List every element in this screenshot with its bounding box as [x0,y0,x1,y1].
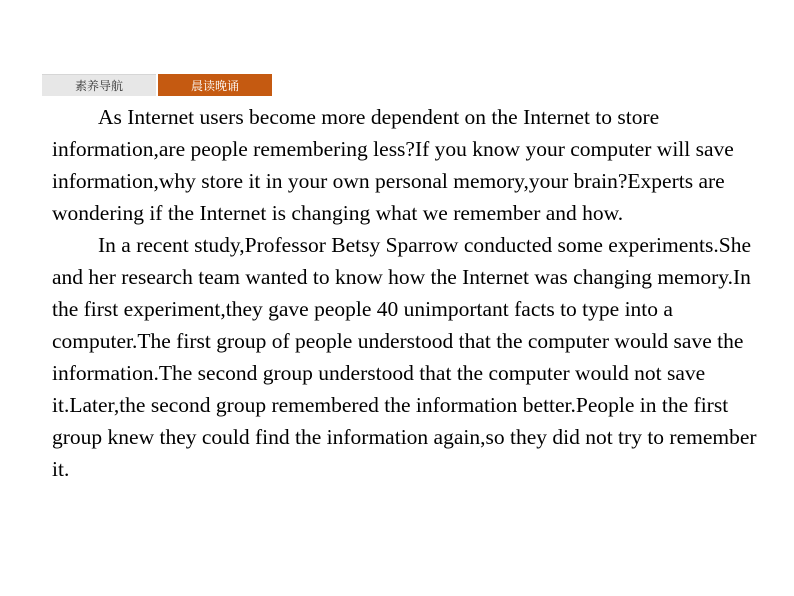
tab-morning-evening-reading[interactable]: 晨读晚诵 [158,74,272,96]
section-tabs [42,74,272,96]
paragraph-1: As Internet users become more dependent on the Internet to store information,are people remembering less?If you know your computer will save information,why store it in your own personal memory,your brain?Experts are wondering if the Internet is changing what we remember and how. [52,105,734,225]
article-body [52,101,762,485]
paragraph-2: In a recent study,Professor Betsy Sparrow conducted some experiments.She and her research team wanted to know how the Internet was changing memory.In the first experiment,they gave people 40 unimportant facts to type into a computer.The first group of people understood that the computer would save the information.The second group understood that the computer would not save it.Later,the second group remembered the information better.People in the first group knew they could find the information again,so they did not try to remember it. [52,233,757,481]
tab-literacy-navigation[interactable]: 素养导航 [42,74,156,96]
